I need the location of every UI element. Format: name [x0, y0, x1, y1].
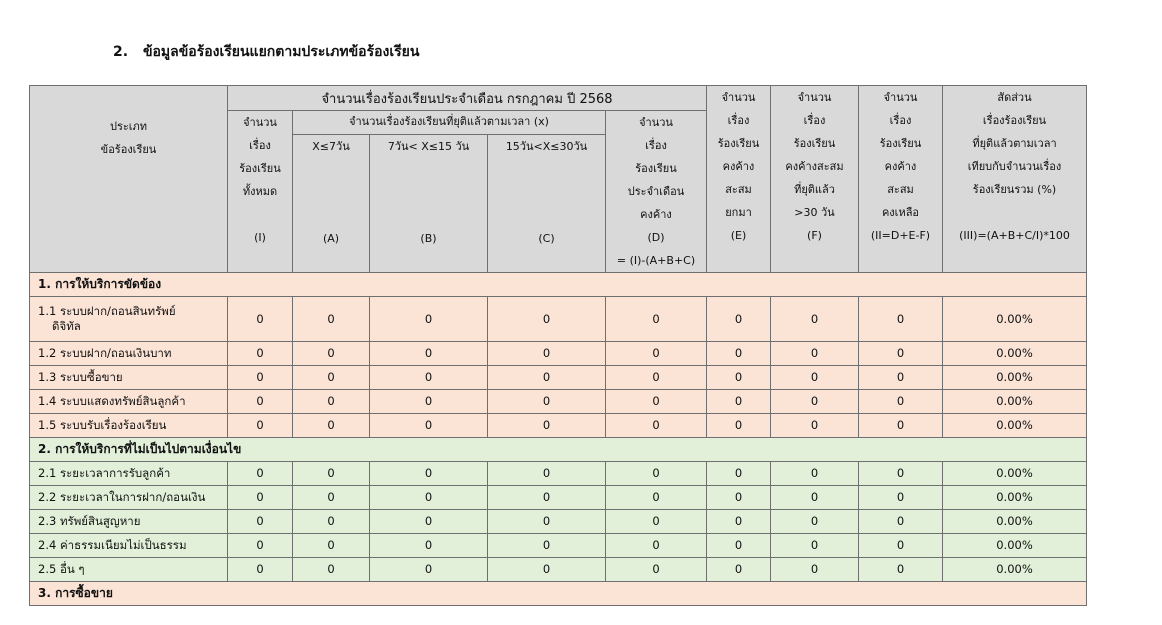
table-row — [30, 510, 1087, 534]
header-text: คงค้าง — [640, 208, 672, 221]
value-cell: 0 — [707, 342, 771, 366]
value-cell: 0 — [370, 414, 488, 438]
row-label — [30, 297, 228, 342]
header-b — [370, 135, 488, 273]
value-cell: 0 — [606, 414, 707, 438]
value-cell: 0 — [859, 366, 943, 390]
header-text: ที่ยุติแล้ว — [794, 183, 835, 196]
header-text: (C) — [538, 232, 555, 245]
value-cell: 0 — [606, 558, 707, 582]
row-label-text: 2.2 ระยะเวลาในการฝาก/ถอนเงิน — [38, 490, 206, 505]
header-text: (III)=(A+B+C/I)*100 — [959, 229, 1070, 242]
value-cell: 0.00% — [943, 390, 1087, 414]
row-label-text: 2.1 ระยะเวลาการรับลูกค้า — [38, 466, 171, 481]
value-cell: 0 — [370, 366, 488, 390]
value-cell: 0.00% — [943, 297, 1087, 342]
header-ii — [859, 86, 943, 273]
header-text: 7วัน< X≤15 วัน — [387, 140, 470, 153]
value-cell: 0.00% — [943, 534, 1087, 558]
value-cell: 0 — [771, 414, 859, 438]
value-cell: 0 — [606, 534, 707, 558]
header-iii — [943, 86, 1087, 273]
table-row — [30, 414, 1087, 438]
row-label-text: 2.4 ค่าธรรมเนียมไม่เป็นธรรม — [38, 538, 187, 553]
section-title: 2. การให้บริการที่ไม่เป็นไปตามเงื่อนไข — [30, 438, 1087, 462]
table-row — [30, 366, 1087, 390]
row-label — [30, 510, 228, 534]
value-cell: 0 — [707, 558, 771, 582]
row-label — [30, 486, 228, 510]
value-cell: 0 — [293, 534, 370, 558]
header-text: ร้องเรียน — [239, 162, 281, 175]
row-label — [30, 342, 228, 366]
value-cell: 0 — [859, 510, 943, 534]
value-cell: 0 — [707, 486, 771, 510]
header-text: คงค้างสะสม — [785, 160, 844, 173]
header-text: ร้องเรียน — [879, 137, 922, 150]
value-cell: 0 — [606, 390, 707, 414]
row-label-text: 1.5 ระบบรับเรื่องร้องเรียน — [38, 418, 167, 433]
row-label — [30, 462, 228, 486]
header-e — [707, 86, 771, 273]
header-text: เรื่อง — [249, 139, 271, 152]
header-text: คงค้าง — [884, 160, 917, 173]
value-cell: 0 — [370, 486, 488, 510]
value-cell: 0 — [771, 486, 859, 510]
value-cell: 0 — [707, 534, 771, 558]
value-cell: 0.00% — [943, 510, 1087, 534]
header-text: (I) — [254, 231, 266, 244]
value-cell: 0 — [228, 558, 293, 582]
header-text: ร้องเรียน — [635, 162, 677, 175]
value-cell: 0.00% — [943, 366, 1087, 390]
value-cell: 0 — [488, 342, 606, 366]
value-cell: 0 — [228, 534, 293, 558]
header-text: ร้องเรียน — [717, 137, 760, 150]
header-text: (B) — [420, 232, 437, 245]
value-cell: 0 — [859, 297, 943, 342]
row-label — [30, 390, 228, 414]
header-text: เรื่องร้องเรียน — [982, 114, 1047, 127]
header-text — [228, 203, 292, 226]
value-cell: 0 — [488, 534, 606, 558]
table-row — [30, 297, 1087, 342]
value-cell: 0 — [228, 414, 293, 438]
header-text — [943, 201, 1086, 224]
header-text: จำนวน — [243, 116, 277, 129]
header-c — [488, 135, 606, 273]
value-cell: 0 — [370, 534, 488, 558]
value-cell: 0 — [707, 462, 771, 486]
header-total — [228, 111, 293, 273]
header-text: (D) — [647, 231, 665, 244]
value-cell: 0 — [707, 390, 771, 414]
value-cell: 0 — [293, 414, 370, 438]
row-label-text: 1.3 ระบบซื้อขาย — [38, 370, 123, 385]
header-text: 15วัน<X≤30วัน — [505, 140, 588, 153]
section-heading — [113, 41, 419, 63]
header-text: จำนวน — [797, 91, 832, 104]
header-text: X≤7วัน — [312, 140, 350, 153]
header-text: ยกมา — [725, 206, 752, 219]
value-cell: 0 — [488, 486, 606, 510]
header-text: สะสม — [725, 183, 752, 196]
value-cell: 0.00% — [943, 342, 1087, 366]
header-text: ทั้งหมด — [242, 185, 278, 198]
value-cell: 0 — [771, 510, 859, 534]
header-category — [30, 86, 228, 273]
value-cell: 0 — [228, 486, 293, 510]
value-cell: 0 — [228, 366, 293, 390]
value-cell: 0 — [293, 390, 370, 414]
value-cell: 0 — [293, 342, 370, 366]
value-cell: 0 — [488, 510, 606, 534]
value-cell: 0 — [771, 534, 859, 558]
value-cell: 0 — [370, 342, 488, 366]
section-title: 3. การซื้อขาย — [30, 582, 1087, 606]
value-cell: 0 — [771, 462, 859, 486]
header-month-title: จำนวนเรื่องร้องเรียนประจำเดือน กรกฎาคม ปี 2568 — [228, 86, 707, 111]
header-text: = (I)-(A+B+C) — [616, 254, 696, 267]
value-cell: 0 — [370, 558, 488, 582]
complaints-table — [29, 85, 1087, 606]
value-cell: 0 — [606, 510, 707, 534]
value-cell: 0.00% — [943, 486, 1087, 510]
row-label — [30, 414, 228, 438]
header-text: ข้อร้องเรียน — [100, 143, 157, 156]
value-cell: 0 — [293, 510, 370, 534]
header-text: สัดส่วน — [997, 91, 1032, 104]
table-header — [30, 86, 1087, 273]
value-cell: 0.00% — [943, 462, 1087, 486]
value-cell: 0 — [859, 462, 943, 486]
value-cell: 0.00% — [943, 414, 1087, 438]
header-text: ประเภท — [109, 120, 148, 133]
section-title: 1. การให้บริการขัดข้อง — [30, 273, 1087, 297]
value-cell: 0 — [859, 486, 943, 510]
value-cell: 0 — [606, 462, 707, 486]
header-text: จำนวน — [639, 116, 673, 129]
value-cell: 0 — [293, 297, 370, 342]
value-cell: 0 — [707, 510, 771, 534]
value-cell: 0 — [293, 558, 370, 582]
value-cell: 0 — [859, 342, 943, 366]
header-text: ประจำเดือน — [627, 185, 685, 198]
value-cell: 0 — [859, 558, 943, 582]
header-a — [293, 135, 370, 273]
value-cell: 0 — [859, 534, 943, 558]
value-cell: 0 — [606, 297, 707, 342]
header-text: (A) — [322, 232, 340, 245]
value-cell: 0 — [228, 342, 293, 366]
value-cell: 0 — [707, 366, 771, 390]
header-text: ร้องเรียน — [793, 137, 836, 150]
value-cell: 0 — [370, 510, 488, 534]
value-cell: 0 — [771, 558, 859, 582]
header-text: ที่ยุติแล้วตามเวลา — [972, 137, 1057, 150]
value-cell: 0 — [859, 390, 943, 414]
row-label-text: 1.4 ระบบแสดงทรัพย์สินลูกค้า — [38, 394, 186, 409]
heading-text: ข้อมูลข้อร้องเรียนแยกตามประเภทข้อร้องเรียน — [142, 44, 420, 60]
row-label-text: 1.1 ระบบฝาก/ถอนสินทรัพย์ — [38, 304, 176, 319]
value-cell: 0 — [228, 390, 293, 414]
value-cell: 0 — [707, 414, 771, 438]
table-body — [30, 273, 1087, 606]
value-cell: 0 — [370, 390, 488, 414]
value-cell: 0 — [488, 462, 606, 486]
value-cell: 0 — [293, 462, 370, 486]
header-text: (II=D+E-F) — [870, 229, 931, 242]
value-cell: 0 — [771, 342, 859, 366]
header-text: คงเหลือ — [881, 206, 920, 219]
value-cell: 0 — [293, 486, 370, 510]
value-cell: 0.00% — [943, 558, 1087, 582]
section-row — [30, 273, 1087, 297]
value-cell: 0 — [228, 510, 293, 534]
value-cell: 0 — [771, 366, 859, 390]
header-text: ร้องเรียนรวม (%) — [972, 183, 1057, 196]
header-text: เทียบกับจำนวนเรื่อง — [967, 160, 1062, 173]
section-row — [30, 582, 1087, 606]
row-label — [30, 366, 228, 390]
value-cell: 0 — [771, 297, 859, 342]
value-cell: 0 — [228, 462, 293, 486]
section-row — [30, 438, 1087, 462]
value-cell: 0 — [293, 366, 370, 390]
row-label-text: ดิจิทัล — [52, 319, 81, 333]
row-label — [30, 534, 228, 558]
table-row — [30, 486, 1087, 510]
value-cell: 0 — [488, 558, 606, 582]
header-text: >30 วัน — [794, 206, 835, 219]
value-cell: 0 — [488, 390, 606, 414]
table-row — [30, 390, 1087, 414]
table-row — [30, 534, 1087, 558]
row-label-text: 1.2 ระบบฝาก/ถอนเงินบาท — [38, 346, 172, 361]
row-label-text: 2.3 ทรัพย์สินสูญหาย — [38, 514, 141, 529]
value-cell: 0 — [606, 342, 707, 366]
header-text: คงค้าง — [722, 160, 755, 173]
value-cell: 0 — [606, 486, 707, 510]
header-text: จำนวน — [883, 91, 918, 104]
value-cell: 0 — [228, 297, 293, 342]
table-row — [30, 558, 1087, 582]
value-cell: 0 — [488, 297, 606, 342]
value-cell: 0 — [771, 390, 859, 414]
table-row — [30, 462, 1087, 486]
row-label-text: 2.5 อื่น ๆ — [38, 562, 85, 577]
header-text: (F) — [807, 229, 822, 242]
header-text: เรื่อง — [889, 114, 912, 127]
value-cell: 0 — [606, 366, 707, 390]
header-text: เรื่อง — [727, 114, 750, 127]
header-text: สะสม — [887, 183, 914, 196]
value-cell: 0 — [370, 297, 488, 342]
value-cell: 0 — [859, 414, 943, 438]
header-text: (E) — [730, 229, 747, 242]
header-text: จำนวน — [721, 91, 756, 104]
header-text: เรื่อง — [803, 114, 826, 127]
header-text: เรื่อง — [645, 139, 667, 152]
table-row — [30, 342, 1087, 366]
value-cell: 0 — [370, 462, 488, 486]
value-cell: 0 — [488, 414, 606, 438]
header-d — [606, 111, 707, 273]
value-cell: 0 — [707, 297, 771, 342]
value-cell: 0 — [488, 366, 606, 390]
header-resolved-title: จำนวนเรื่องร้องเรียนที่ยุติแล้วตามเวลา (x) — [293, 111, 606, 135]
row-label — [30, 558, 228, 582]
header-f — [771, 86, 859, 273]
heading-number: 2. — [113, 44, 129, 60]
